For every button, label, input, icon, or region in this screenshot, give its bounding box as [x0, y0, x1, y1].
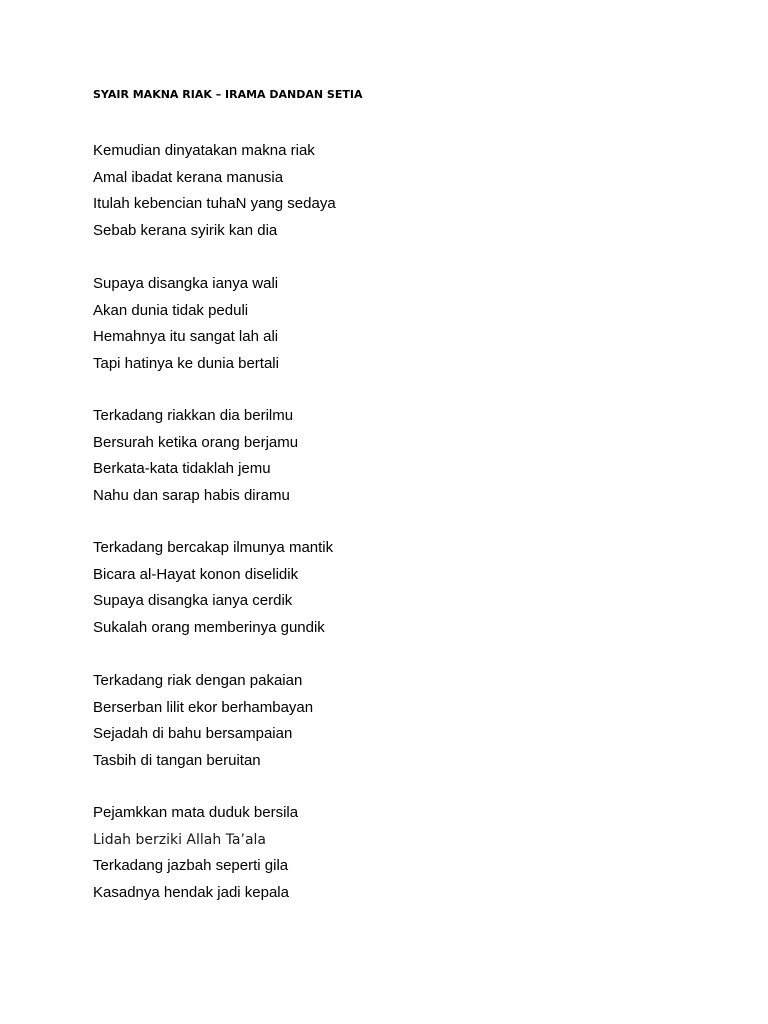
verse-line: Terkadang riakkan dia berilmu [93, 407, 294, 424]
verse-line: Terkadang jazbah seperti gila [93, 857, 289, 875]
verse-line: Akan dunia tidak peduli [93, 301, 249, 319]
verse-line: Tasbih di tangan beruitan [93, 751, 261, 769]
verse-line: Sebab kerana syirik kan dia [93, 221, 278, 239]
stanza-5 [93, 668, 313, 774]
stanza-4 [93, 535, 333, 641]
stanza-1 [93, 138, 336, 244]
verse-line: Bicara al-Hayat konon diselidik [93, 565, 299, 583]
verse-line: Amal ibadat kerana manusia [93, 168, 284, 186]
verse-line: Terkadang riak dengan pakaian [93, 672, 303, 689]
verse-line: Supaya disangka ianya cerdik [93, 592, 293, 610]
verse-line: Berserban lilit ekor berhambayan [93, 698, 314, 716]
stanza-3 [93, 403, 298, 509]
verse-line: Terkadang bercakap ilmunya mantik [93, 539, 334, 556]
verse-line: Tapi hatinya ke dunia bertali [93, 354, 279, 372]
verse-line: Lidah berziki Allah Ta’ala [93, 831, 266, 848]
verse-line: Bersurah ketika orang berjamu [93, 433, 299, 451]
verse-line: Itulah kebencian tuhaN yang sedaya [93, 195, 336, 213]
verse-line: Pejamkkan mata duduk bersila [93, 804, 299, 821]
verse-line: Sejadah di bahu bersampaian [93, 725, 293, 743]
verse-line: Kemudian dinyatakan makna riak [93, 142, 315, 159]
stanza-2 [93, 271, 279, 377]
verse-line: Hemahnya itu sangat lah ali [93, 328, 279, 346]
verse-line: Kasadnya hendak jadi kepala [93, 883, 289, 901]
stanza-6 [93, 800, 298, 906]
poem-title: SYAIR MAKNA RIAK – IRAMA DANDAN SETIA [93, 88, 363, 101]
verse-line: Berkata-kata tidaklah jemu [93, 460, 271, 478]
verse-line: Supaya disangka ianya wali [93, 275, 279, 292]
verse-line: Nahu dan sarap habis diramu [93, 486, 290, 504]
verse-line: Sukalah orang memberinya gundik [93, 618, 325, 636]
